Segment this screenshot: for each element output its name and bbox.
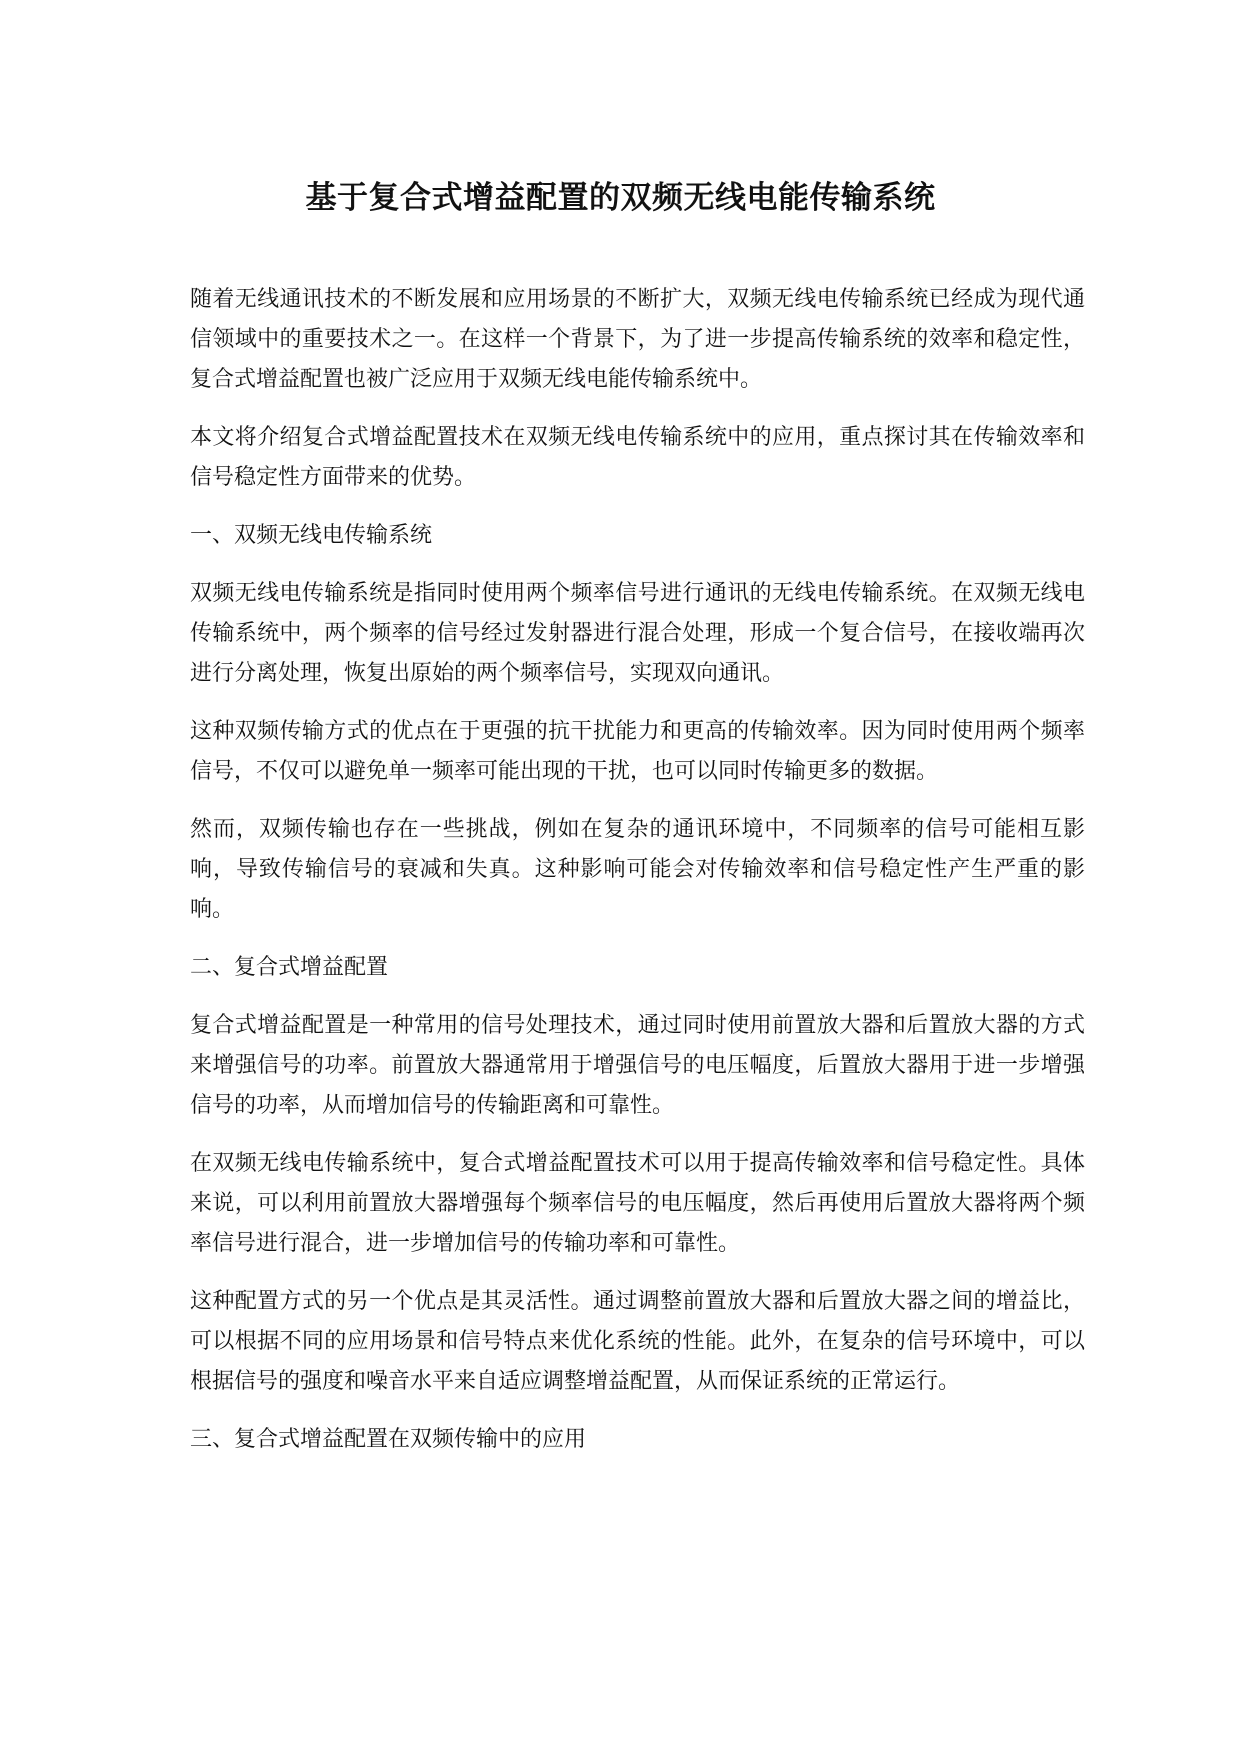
paragraph-intro-2: 本文将介绍复合式增益配置技术在双频无线电传输系统中的应用，重点探讨其在传输效率和信号稳定性方面带来的优势。 [190,425,1085,490]
document-title: 基于复合式增益配置的双频无线电能传输系统 [305,180,936,216]
section-heading-2: 二、复合式增益配置 [190,955,389,980]
paragraph-section2-2: 在双频无线电传输系统中，复合式增益配置技术可以用于提高传输效率和信号稳定性。具体来说，可以利用前置放大器增强每个频率信号的电压幅度，然后再使用后置放大器将两个频率信号进行混合，进一步增加信号的传输功率和可靠性。 [190,1151,1085,1256]
paragraph-section2-1: 复合式增益配置是一种常用的信号处理技术，通过同时使用前置放大器和后置放大器的方式来增强信号的功率。前置放大器通常用于增强信号的电压幅度，后置放大器用于进一步增强信号的功率，从而增加信号的传输距离和可靠性。 [190,1013,1085,1118]
paragraph-intro-1: 随着无线通讯技术的不断发展和应用场景的不断扩大，双频无线电传输系统已经成为现代通信领域中的重要技术之一。在这样一个背景下，为了进一步提高传输系统的效率和稳定性，复合式增益配置也被广泛应用于双频无线电能传输系统中。 [190,287,1085,392]
document-body [190,280,1085,1478]
section-heading-1: 一、双频无线电传输系统 [190,523,433,548]
paragraph-section1-2: 这种双频传输方式的优点在于更强的抗干扰能力和更高的传输效率。因为同时使用两个频率信号，不仅可以避免单一频率可能出现的干扰，也可以同时传输更多的数据。 [190,719,1085,784]
paragraph-section1-3: 然而，双频传输也存在一些挑战，例如在复杂的通讯环境中，不同频率的信号可能相互影响，导致传输信号的衰减和失真。这种影响可能会对传输效率和信号稳定性产生严重的影响。 [190,817,1085,922]
paragraph-section2-3: 这种配置方式的另一个优点是其灵活性。通过调整前置放大器和后置放大器之间的增益比，可以根据不同的应用场景和信号特点来优化系统的性能。此外，在复杂的信号环境中，可以根据信号的强度和噪音水平来自适应调整增益配置，从而保证系统的正常运行。 [190,1289,1085,1394]
section-heading-3: 三、复合式增益配置在双频传输中的应用 [190,1427,587,1452]
paragraph-section1-1: 双频无线电传输系统是指同时使用两个频率信号进行通讯的无线电传输系统。在双频无线电传输系统中，两个频率的信号经过发射器进行混合处理，形成一个复合信号，在接收端再次进行分离处理，恢复出原始的两个频率信号，实现双向通讯。 [190,581,1085,686]
